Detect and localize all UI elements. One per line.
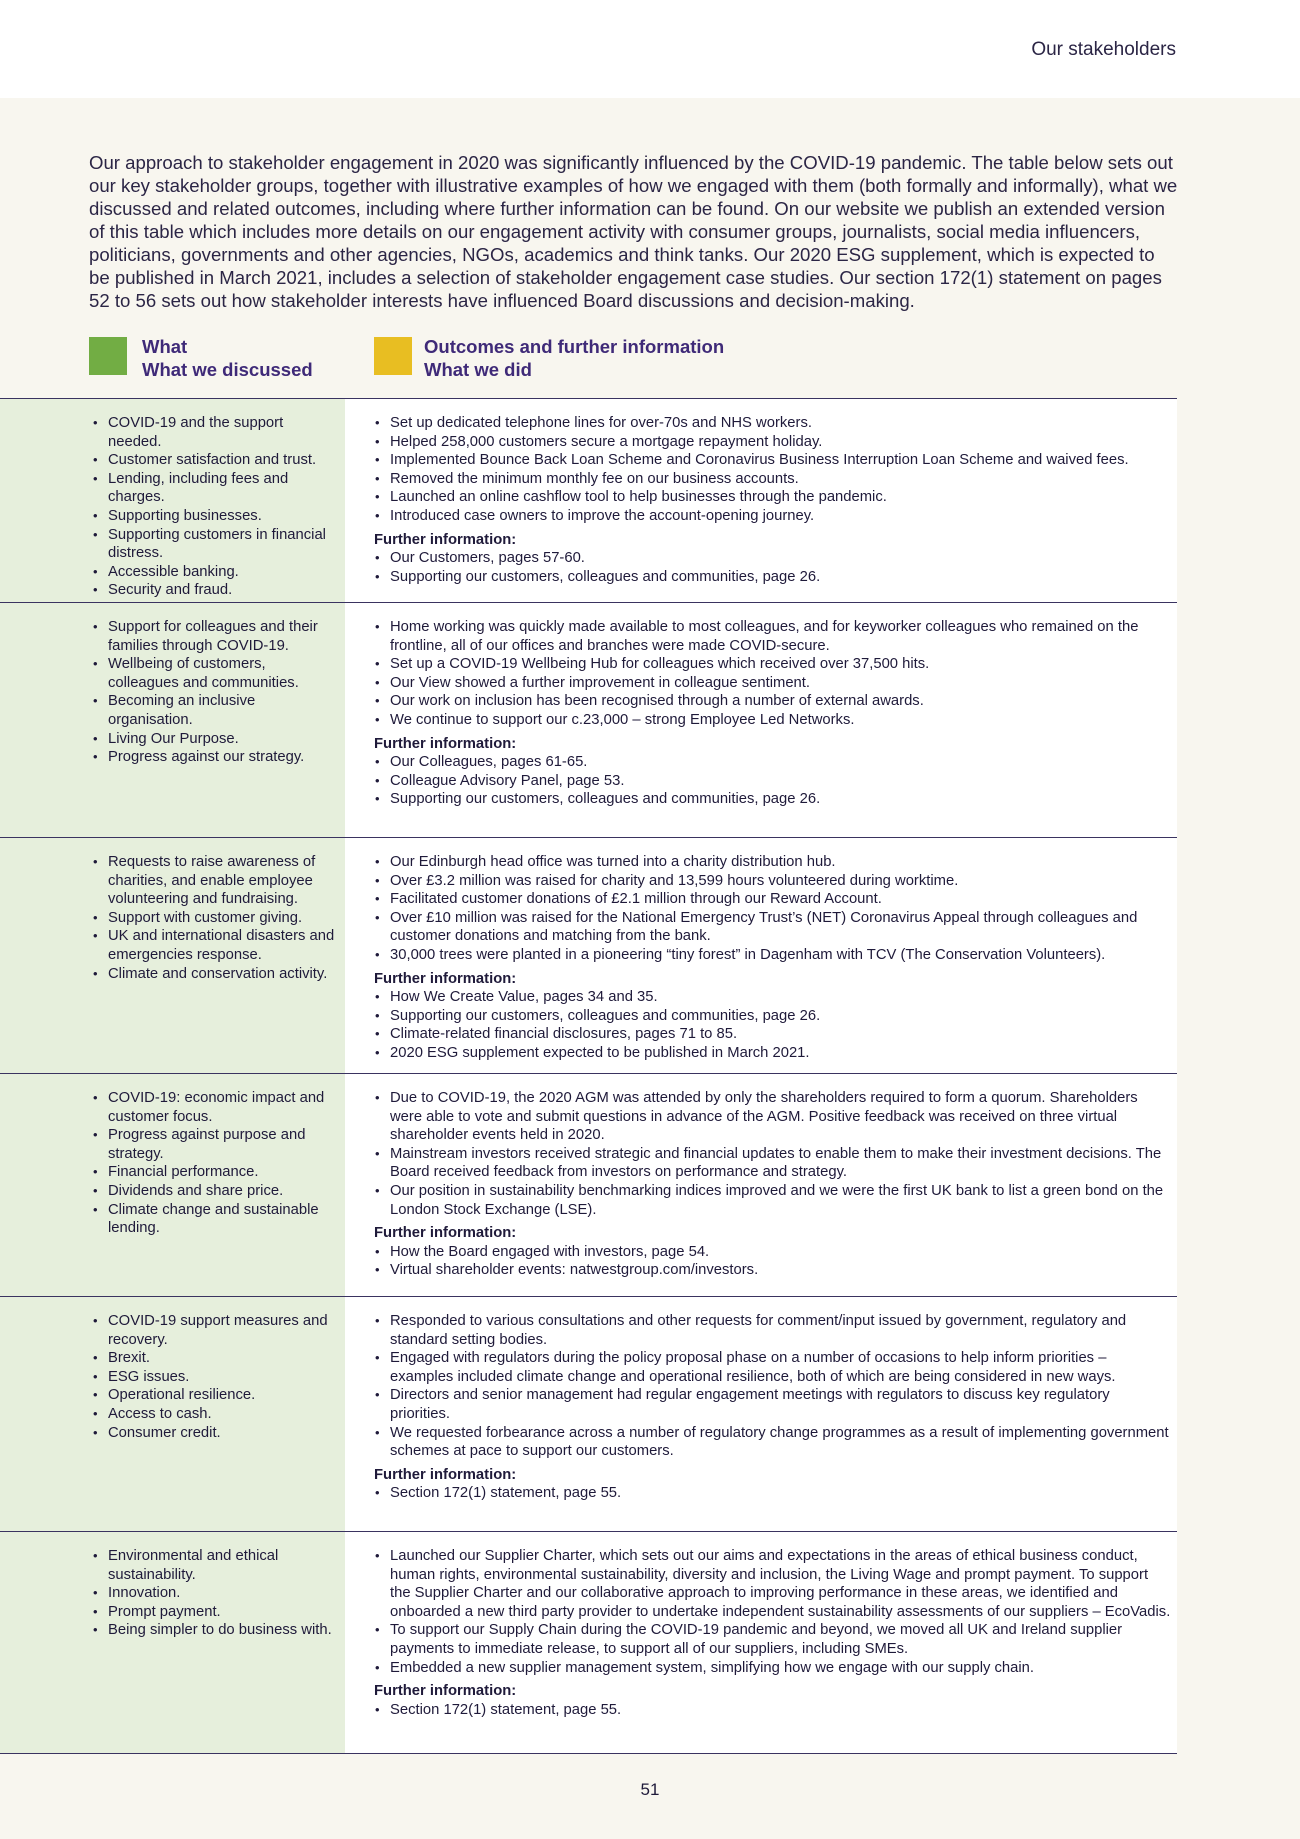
list-item: • Wellbeing of customers, colleagues and communities. <box>92 655 337 692</box>
list-item: • Access to cash. <box>92 1405 337 1424</box>
list-item: • Our View showed a further improvement in colleague sentiment. <box>374 674 1171 693</box>
further-info-heading: Further information: <box>374 1683 517 1700</box>
further-info-item: • Section 172(1) statement, page 55. <box>374 1484 1171 1503</box>
list-item: • Over £10 million was raised for the National Emergency Trust’s (NET) Coronavirus Appeal through colleagues and customer donations and matching from the bank. <box>374 909 1171 946</box>
discussed-cell <box>0 1074 345 1296</box>
legend-outcomes-title: Outcomes and further information <box>424 336 725 357</box>
list-item: • Removed the minimum monthly fee on our business accounts. <box>374 470 1171 489</box>
list-item: • Set up a COVID-19 Wellbeing Hub for colleagues which received over 37,500 hits. <box>374 655 1171 674</box>
stakeholder-table <box>0 398 1177 1754</box>
list-item: • Security and fraud. <box>92 581 337 600</box>
legend-outcomes-label <box>424 335 724 381</box>
list-item: • Responded to various consultations and other requests for comment/input issued by government, regulatory and standard setting bodies. <box>374 1312 1171 1349</box>
list-item: • Being simpler to do business with. <box>92 1621 337 1640</box>
discussed-cell <box>0 1297 345 1531</box>
what-color-swatch <box>89 337 127 375</box>
list-item: • Home working was quickly made available to most colleagues, and for keyworker colleagues who remained on the frontline, all of our offices and branches were made COVID-secure. <box>374 618 1171 655</box>
further-info-heading: Further information: <box>374 531 517 548</box>
further-info-item: • Virtual shareholder events: natwestgroup.com/investors. <box>374 1261 1171 1280</box>
list-item: • Dividends and share price. <box>92 1182 337 1201</box>
legend-outcomes-subtitle: What we did <box>424 359 532 380</box>
further-info-item: • Supporting our customers, colleagues and communities, page 26. <box>374 790 1171 809</box>
did-cell <box>345 399 1177 602</box>
list-item: • Brexit. <box>92 1349 337 1368</box>
list-item: • Support for colleagues and their families through COVID-19. <box>92 618 337 655</box>
page-number: 51 <box>640 1780 660 1799</box>
further-info-heading: Further information: <box>374 970 517 987</box>
table-row <box>0 1073 1177 1296</box>
list-item: • Due to COVID-19, the 2020 AGM was attended by only the shareholders required to form a quorum. Shareholders were able to vote and submit questions in advance of the AGM. Positive feedback was received on three virtual shareholder events held in 2020. <box>374 1089 1171 1145</box>
list-item: • COVID-19 support measures and recovery. <box>92 1312 337 1349</box>
further-info-item: • Our Customers, pages 57-60. <box>374 549 1171 568</box>
further-info-item: • Our Colleagues, pages 61-65. <box>374 753 1171 772</box>
further-info-item: • Supporting our customers, colleagues and communities, page 26. <box>374 1007 1171 1026</box>
list-item: • To support our Supply Chain during the COVID-19 pandemic and beyond, we moved all UK and Ireland supplier payments to immediate release, to support all of our suppliers, including SMEs. <box>374 1621 1171 1658</box>
list-item: • Mainstream investors received strategic and financial updates to enable them to make their investment decisions. The Board received feedback from investors on performance and strategy. <box>374 1145 1171 1182</box>
list-item: • We requested forbearance across a number of regulatory change programmes as a result of implementing government schemes at pace to support our customers. <box>374 1424 1171 1461</box>
further-info-heading: Further information: <box>374 1466 517 1483</box>
list-item: • Support with customer giving. <box>92 909 337 928</box>
list-item: • Customer satisfaction and trust. <box>92 451 337 470</box>
list-item: • Accessible banking. <box>92 563 337 582</box>
legend-what-title: What <box>142 336 188 357</box>
table-row <box>0 837 1177 1073</box>
list-item: • Supporting customers in financial distress. <box>92 526 337 563</box>
list-item: • Facilitated customer donations of £2.1 million through our Reward Account. <box>374 890 1171 909</box>
further-info-item: • Supporting our customers, colleagues and communities, page 26. <box>374 568 1171 587</box>
outcomes-color-swatch <box>374 337 412 375</box>
did-cell <box>345 838 1177 1073</box>
did-cell <box>345 1532 1177 1753</box>
discussed-cell <box>0 399 345 602</box>
list-item: • Environmental and ethical sustainability. <box>92 1547 337 1584</box>
list-item: • Launched an online cashflow tool to help businesses through the pandemic. <box>374 488 1171 507</box>
did-cell <box>345 603 1177 837</box>
table-row <box>0 398 1177 602</box>
further-info-heading: Further information: <box>374 1225 517 1242</box>
table-row <box>0 1531 1177 1754</box>
list-item: • Prompt payment. <box>92 1603 337 1622</box>
list-item: • Financial performance. <box>92 1163 337 1182</box>
list-item: • Launched our Supplier Charter, which sets out our aims and expectations in the areas of ethical business conduct, human rights, environmental sustainability, diversity and inclusion, the Living Wage and prompt payment. To support the Supplier Charter and our collaborative approach to improving performance in these areas, we identified and onboarded a new third party provider to undertake independent sustainability assessments of our suppliers – EcoVadis. <box>374 1547 1171 1621</box>
list-item: • Requests to raise awareness of charities, and enable employee volunteering and fundraising. <box>92 853 337 909</box>
list-item: • Directors and senior management had regular engagement meetings with regulators to discuss key regulatory priorities. <box>374 1386 1171 1423</box>
did-cell <box>345 1074 1177 1296</box>
list-item: • Progress against purpose and strategy. <box>92 1126 337 1163</box>
list-item: • Supporting businesses. <box>92 507 337 526</box>
list-item: • Set up dedicated telephone lines for over-70s and NHS workers. <box>374 414 1171 433</box>
section-title: Our stakeholders <box>1031 39 1176 60</box>
list-item: • Our position in sustainability benchmarking indices improved and we were the first UK bank to list a green bond on the London Stock Exchange (LSE). <box>374 1182 1171 1219</box>
discussed-cell <box>0 1532 345 1753</box>
further-info-item: • 2020 ESG supplement expected to be published in March 2021. <box>374 1044 1171 1063</box>
list-item: • We continue to support our c.23,000 – strong Employee Led Networks. <box>374 711 1171 730</box>
list-item: • Innovation. <box>92 1584 337 1603</box>
list-item: • Embedded a new supplier management system, simplifying how we engage with our supply chain. <box>374 1659 1171 1678</box>
further-info-item: • How We Create Value, pages 34 and 35. <box>374 988 1171 1007</box>
list-item: • Consumer credit. <box>92 1424 337 1443</box>
list-item: • Climate change and sustainable lending. <box>92 1201 337 1238</box>
table-row <box>0 602 1177 837</box>
list-item: • Helped 258,000 customers secure a mortgage repayment holiday. <box>374 433 1171 452</box>
list-item: • Becoming an inclusive organisation. <box>92 692 337 729</box>
list-item: • UK and international disasters and emergencies response. <box>92 927 337 964</box>
further-info-item: • Section 172(1) statement, page 55. <box>374 1701 1171 1720</box>
list-item: • Progress against our strategy. <box>92 748 337 767</box>
list-item: • Over £3.2 million was raised for charity and 13,599 hours volunteered during worktime. <box>374 872 1171 891</box>
list-item: • COVID-19 and the support needed. <box>92 414 337 451</box>
list-item: • COVID-19: economic impact and customer focus. <box>92 1089 337 1126</box>
list-item: • ESG issues. <box>92 1368 337 1387</box>
further-info-item: • How the Board engaged with investors, page 54. <box>374 1243 1171 1262</box>
list-item: • Operational resilience. <box>92 1386 337 1405</box>
table-row <box>0 1296 1177 1531</box>
further-info-item: • Colleague Advisory Panel, page 53. <box>374 772 1171 791</box>
legend-what-label <box>142 335 313 381</box>
intro-paragraph: Our approach to stakeholder engagement in 2020 was significantly influenced by the COVID-19 pandemic. The table below sets out our key stakeholder groups, together with illustrative examples of how we engaged with them (both formally and informally), what we discussed and related outcomes, including where further information can be found. On our website we publish an extended version of this table which includes more details on our engagement activity with consumer groups, journalists, social media influencers, politicians, governments and other agencies, NGOs, academics and think tanks. Our 2020 ESG supplement, which is expected to be published in March 2021, includes a selection of stakeholder engagement case studies. Our section 172(1) statement on pages 52 to 56 sets out how stakeholder interests have influenced Board discussions and decision-making. <box>89 152 1178 311</box>
list-item: • Our Edinburgh head office was turned into a charity distribution hub. <box>374 853 1171 872</box>
list-item: • Our work on inclusion has been recognised through a number of external awards. <box>374 692 1171 711</box>
list-item: • Climate and conservation activity. <box>92 965 337 984</box>
list-item: • Living Our Purpose. <box>92 730 337 749</box>
list-item: • 30,000 trees were planted in a pioneering “tiny forest” in Dagenham with TCV (The Conservation Volunteers). <box>374 946 1171 965</box>
further-info-item: • Climate-related financial disclosures, pages 71 to 85. <box>374 1025 1171 1044</box>
list-item: • Engaged with regulators during the policy proposal phase on a number of occasions to help inform priorities – examples included climate change and operational resilience, both of which are being considered in new ways. <box>374 1349 1171 1386</box>
discussed-cell <box>0 603 345 837</box>
further-info-heading: Further information: <box>374 735 517 752</box>
list-item: • Implemented Bounce Back Loan Scheme and Coronavirus Business Interruption Loan Scheme and waived fees. <box>374 451 1171 470</box>
list-item: • Introduced case owners to improve the account-opening journey. <box>374 507 1171 526</box>
discussed-cell <box>0 838 345 1073</box>
legend-what-subtitle: What we discussed <box>142 359 313 380</box>
list-item: • Lending, including fees and charges. <box>92 470 337 507</box>
did-cell <box>345 1297 1177 1531</box>
